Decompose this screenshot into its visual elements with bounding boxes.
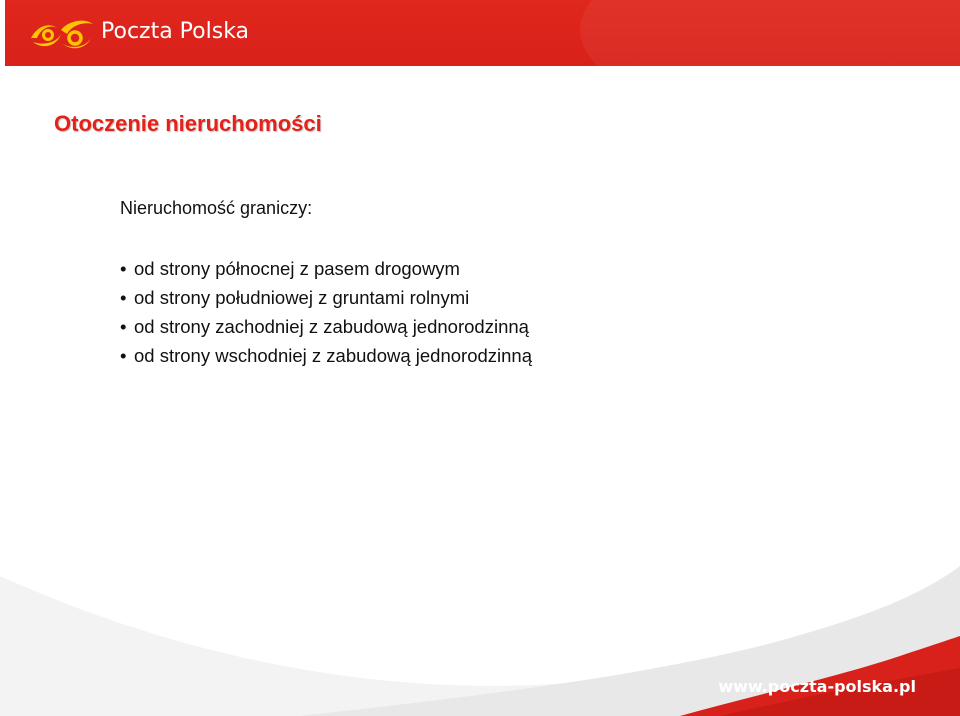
boundary-list (120, 254, 532, 370)
header-sheen (580, 0, 960, 66)
list-item-text: od strony zachodniej z zabudową jednorodzinną (134, 316, 529, 337)
bullet-icon: • (120, 258, 127, 279)
poczta-polska-logo-icon (27, 12, 97, 52)
bullet-icon: • (120, 345, 127, 366)
footer-url: www.poczta-polska.pl (718, 677, 916, 696)
list-item-text: od strony wschodniej z zabudową jednorodzinną (134, 345, 533, 366)
list-item (120, 312, 532, 341)
bullet-icon: • (120, 316, 127, 337)
list-item-text: od strony południowej z gruntami rolnymi (134, 287, 470, 308)
header-bar (5, 0, 960, 66)
list-item (120, 341, 532, 370)
bullet-icon: • (120, 287, 127, 308)
list-item (120, 283, 532, 312)
brand-name: Poczta Polska (101, 19, 250, 44)
slide-title: Otoczenie nieruchomości (54, 111, 322, 136)
intro-text: Nieruchomość graniczy: (120, 198, 313, 218)
list-item-text: od strony północnej z pasem drogowym (134, 258, 460, 279)
list-item (120, 254, 532, 283)
